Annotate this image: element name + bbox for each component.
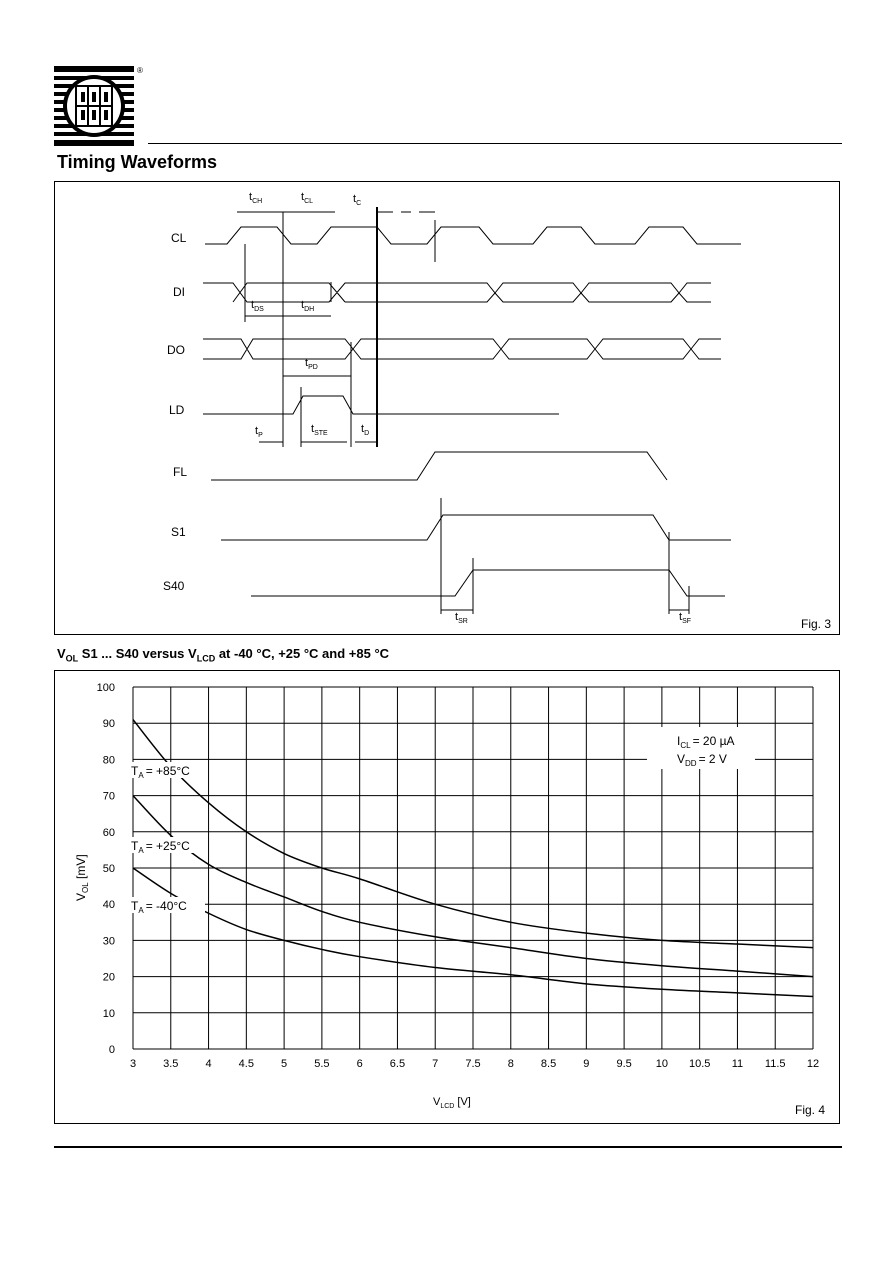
x-tick-label: 5 (281, 1058, 288, 1070)
y-tick-label: 80 (102, 754, 115, 767)
svg-text:tDH: $t_{DH}$ (301, 299, 315, 313)
svg-text:tSF: $t_{SF}$ (679, 611, 692, 625)
di-waveform (203, 283, 711, 302)
x-tick-label: 11 (731, 1058, 744, 1070)
svg-text:tC: $t_C$ (353, 193, 362, 207)
x-tick-label: 7.5 (465, 1058, 481, 1070)
y-tick-label: 30 (102, 935, 115, 948)
footer-rule (54, 1146, 842, 1148)
curve-label-85c: $T_A = +85^\circ C$ (131, 764, 190, 780)
x-tick-label: 10.5 (688, 1058, 711, 1070)
ld-waveform (203, 396, 559, 414)
header-rule (148, 143, 842, 144)
svg-text:tP: $t_P$ (255, 425, 263, 439)
x-tick-label: 8.5 (540, 1058, 557, 1070)
signal-label-di: DI (173, 285, 185, 299)
figure-4-label: Fig. 4 (795, 1103, 826, 1117)
y-tick-label: 10 (102, 1007, 115, 1020)
timing-diagram (55, 182, 841, 636)
vol-vs-vlcd-chart (55, 671, 841, 1125)
x-tick-label: 12 (806, 1058, 820, 1070)
x-tick-label: 4 (205, 1058, 212, 1070)
x-tick-label: 4.5 (238, 1058, 254, 1070)
x-tick-label: 3.5 (163, 1058, 179, 1070)
icl-annotation: $I_{CL} = 20$ µA (677, 734, 735, 750)
x-tick-label: 6.5 (389, 1058, 406, 1070)
s40-waveform (251, 570, 725, 596)
x-tick-label: 8 (507, 1058, 514, 1070)
y-axis-label: $V_{OL}$ [mV] (74, 854, 90, 901)
svg-text:tDS: $t_{DS}$ (251, 299, 264, 313)
x-tick-label: 11.5 (764, 1058, 786, 1070)
figure-3-box (54, 181, 840, 635)
signal-label-ld: LD (169, 403, 185, 417)
do-waveform (203, 339, 721, 359)
y-tick-label: 90 (102, 718, 115, 731)
signal-label-s40: S40 (163, 579, 185, 593)
figure-4-title: $V_{OL}$ S1 ... S40 versus $V_{LCD}$ at -40 °C, +25 °C and +85 °C (57, 646, 390, 664)
y-tick-label: 20 (102, 971, 115, 984)
signal-labels (163, 231, 187, 593)
x-tick-label: 7 (432, 1058, 439, 1070)
x-tick-label: 9 (583, 1058, 590, 1070)
signal-label-do: DO (167, 343, 185, 357)
company-logo (54, 66, 136, 146)
vdd-annotation: $V_{DD} = 2$ V (677, 752, 727, 768)
x-tick-labels (130, 1058, 819, 1070)
x-tick-label: 5.5 (314, 1058, 330, 1070)
y-tick-label: 70 (102, 790, 115, 803)
y-tick-label: 50 (102, 863, 115, 875)
svg-text:tSTE: $t_{STE}$ (311, 423, 328, 437)
svg-text:tPD: $t_{PD}$ (305, 357, 318, 371)
figure-3-label: Fig. 3 (801, 617, 832, 631)
section-title: Timing Waveforms (57, 152, 218, 172)
x-tick-label: 3 (129, 1058, 137, 1070)
svg-text:tCL: $t_{CL}$ (301, 191, 314, 205)
svg-text:tSR: $t_{SR}$ (455, 611, 468, 625)
cl-waveform (205, 227, 741, 244)
svg-text:tCH: $t_{CH}$ (249, 191, 263, 205)
x-tick-label: 9.5 (616, 1058, 632, 1070)
x-tick-label: 10 (655, 1058, 669, 1070)
curve-label-25c: $T_A = +25^\circ C$ (131, 839, 190, 855)
svg-text:tD: $t_D$ (361, 423, 370, 437)
y-tick-label: 0 (108, 1044, 115, 1056)
trademark-mark: ® (137, 66, 143, 75)
timing-labels (249, 191, 691, 625)
signal-label-fl: FL (173, 465, 188, 479)
x-axis-label: $V_{LCD}$ [V] (433, 1096, 471, 1110)
signal-label-s1: S1 (171, 525, 186, 539)
y-tick-label: 60 (102, 826, 115, 839)
y-tick-label: 40 (102, 899, 115, 912)
figure-4-box (54, 670, 840, 1124)
fl-waveform (211, 452, 667, 480)
signal-label-cl: CL (171, 231, 187, 245)
y-tick-labels (97, 682, 115, 1056)
s1-waveform (221, 515, 731, 540)
x-tick-label: 6 (356, 1058, 363, 1070)
curve-label-minus40c: $T_A = -40^\circ C$ (131, 899, 187, 915)
y-tick-label: 100 (96, 682, 115, 694)
